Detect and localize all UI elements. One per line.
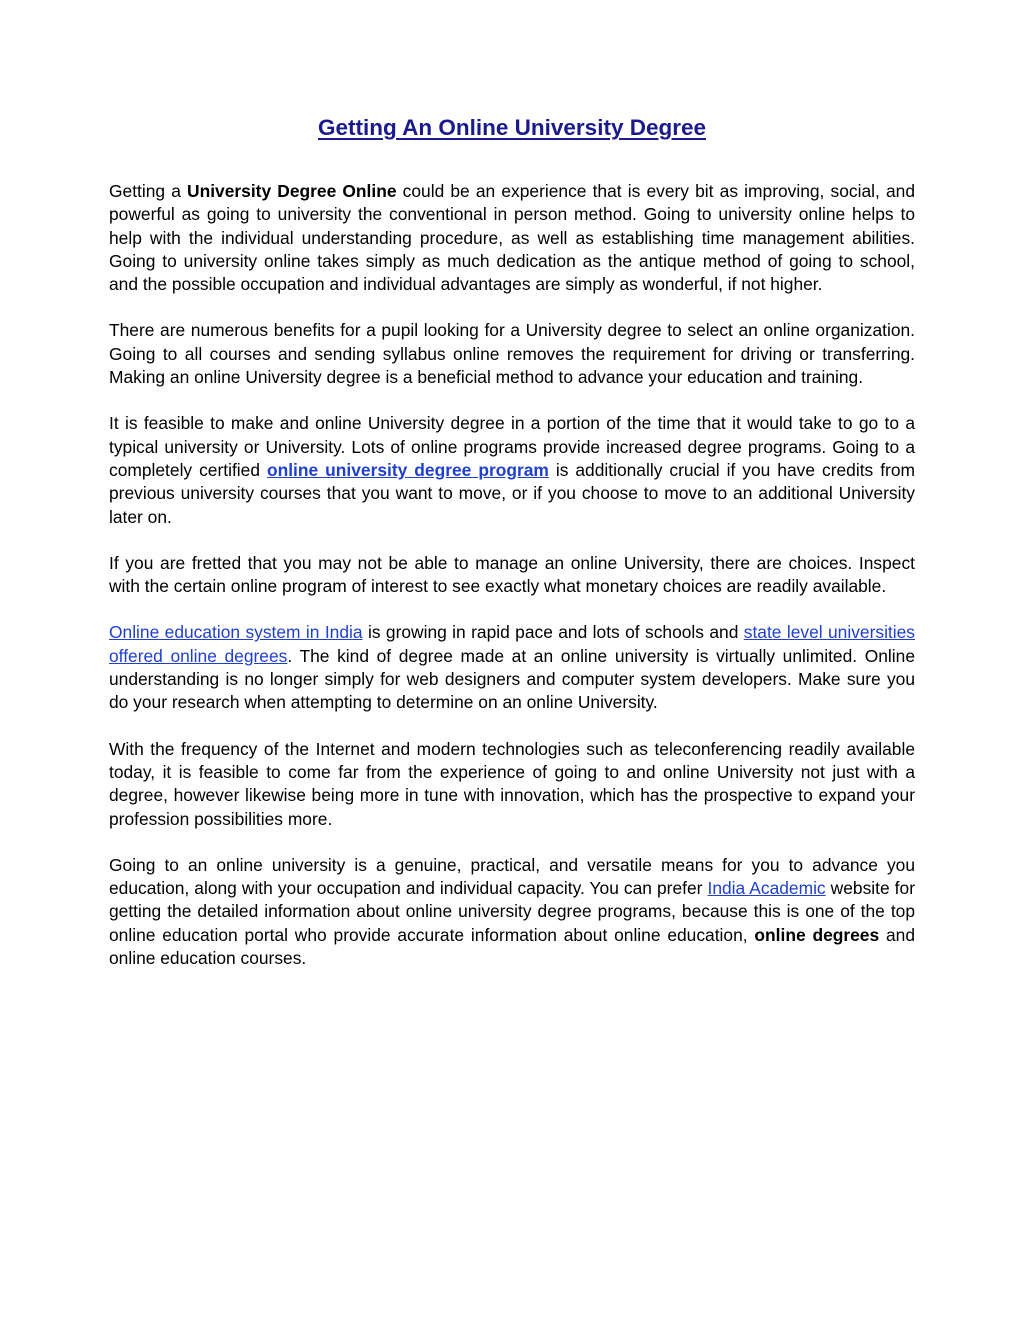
paragraph-text: If you are fretted that you may not be able to manage an online University, there are choices. Inspect with the certain online program of interest to see exactly what monetary choices are readily available. xyxy=(109,552,915,597)
paragraph-text: Going to an online university is a genuine, practical, and versatile means for you to advance you education, along with your occupation and individual capacity. You can prefer xyxy=(109,854,915,899)
paragraph-5 xyxy=(109,621,915,714)
link-india-academic[interactable]: India Academic xyxy=(707,878,826,899)
paragraph-text: It is feasible to make and online University degree in a portion of the time that it would take to go to a typical university or University. Lots of online programs provide increased degree programs. Going to a completely certified xyxy=(109,413,915,480)
paragraph-2 xyxy=(109,319,915,389)
paragraph-6 xyxy=(109,738,915,831)
link-online-education-system-india[interactable]: Online education system in India xyxy=(109,622,363,643)
paragraph-text: . The kind of degree made at an online university is virtually unlimited. Online understanding is no longer simply for web designers and computer system developers. Make sure you do your research when attempting to determine on an online University. xyxy=(109,645,915,713)
paragraph-4 xyxy=(109,552,915,599)
paragraph-text: is additionally crucial if you have credits from previous university courses that you want to move, or if you choose to move to an additional University later on. xyxy=(109,459,915,527)
paragraph-text: and online education courses. xyxy=(109,924,915,969)
link-online-university-degree-program[interactable]: online university degree program xyxy=(266,459,549,480)
paragraph-text: is growing in rapid pace and lots of schools and xyxy=(362,622,744,643)
paragraph-3 xyxy=(109,412,915,528)
bold-phrase: online degrees xyxy=(754,924,880,945)
paragraph-1 xyxy=(109,180,915,296)
paragraph-text: website for getting the detailed information about online university degree programs, because this is one of the top online education portal who provide accurate information about online education, xyxy=(109,878,915,945)
link-state-level-universities[interactable]: state level universities offered online degrees xyxy=(109,622,915,666)
page-title: Getting An Online University Degree xyxy=(318,115,706,140)
paragraph-text: With the frequency of the Internet and modern technologies such as teleconferencing readily available today, it is feasible to come far from the experience of going to and online University not just with a degree, however likewise being more in tune with innovation, which has the prospective to expand your profession possibilities more. xyxy=(109,738,915,829)
paragraph-text: could be an experience that is every bit as improving, social, and powerful as going to university the conventional in person method. Going to university online helps to help with the individual understanding procedure, as well as establishing time management abilities. Going to university online takes simply as much dedication as the antique method of going to school, and the possible occupation and individual advantages are simply as wonderful, if not higher. xyxy=(109,181,915,295)
paragraph-7 xyxy=(109,854,915,970)
paragraph-text: There are numerous benefits for a pupil looking for a University degree to select an online organization. Going to all courses and sending syllabus online removes the requirement for driving or transferring. Making an online University degree is a beneficial method to advance your education and training. xyxy=(109,320,915,388)
paragraph-text: Getting a xyxy=(109,181,188,201)
document-body xyxy=(109,180,915,993)
bold-phrase: University Degree Online xyxy=(187,181,397,201)
